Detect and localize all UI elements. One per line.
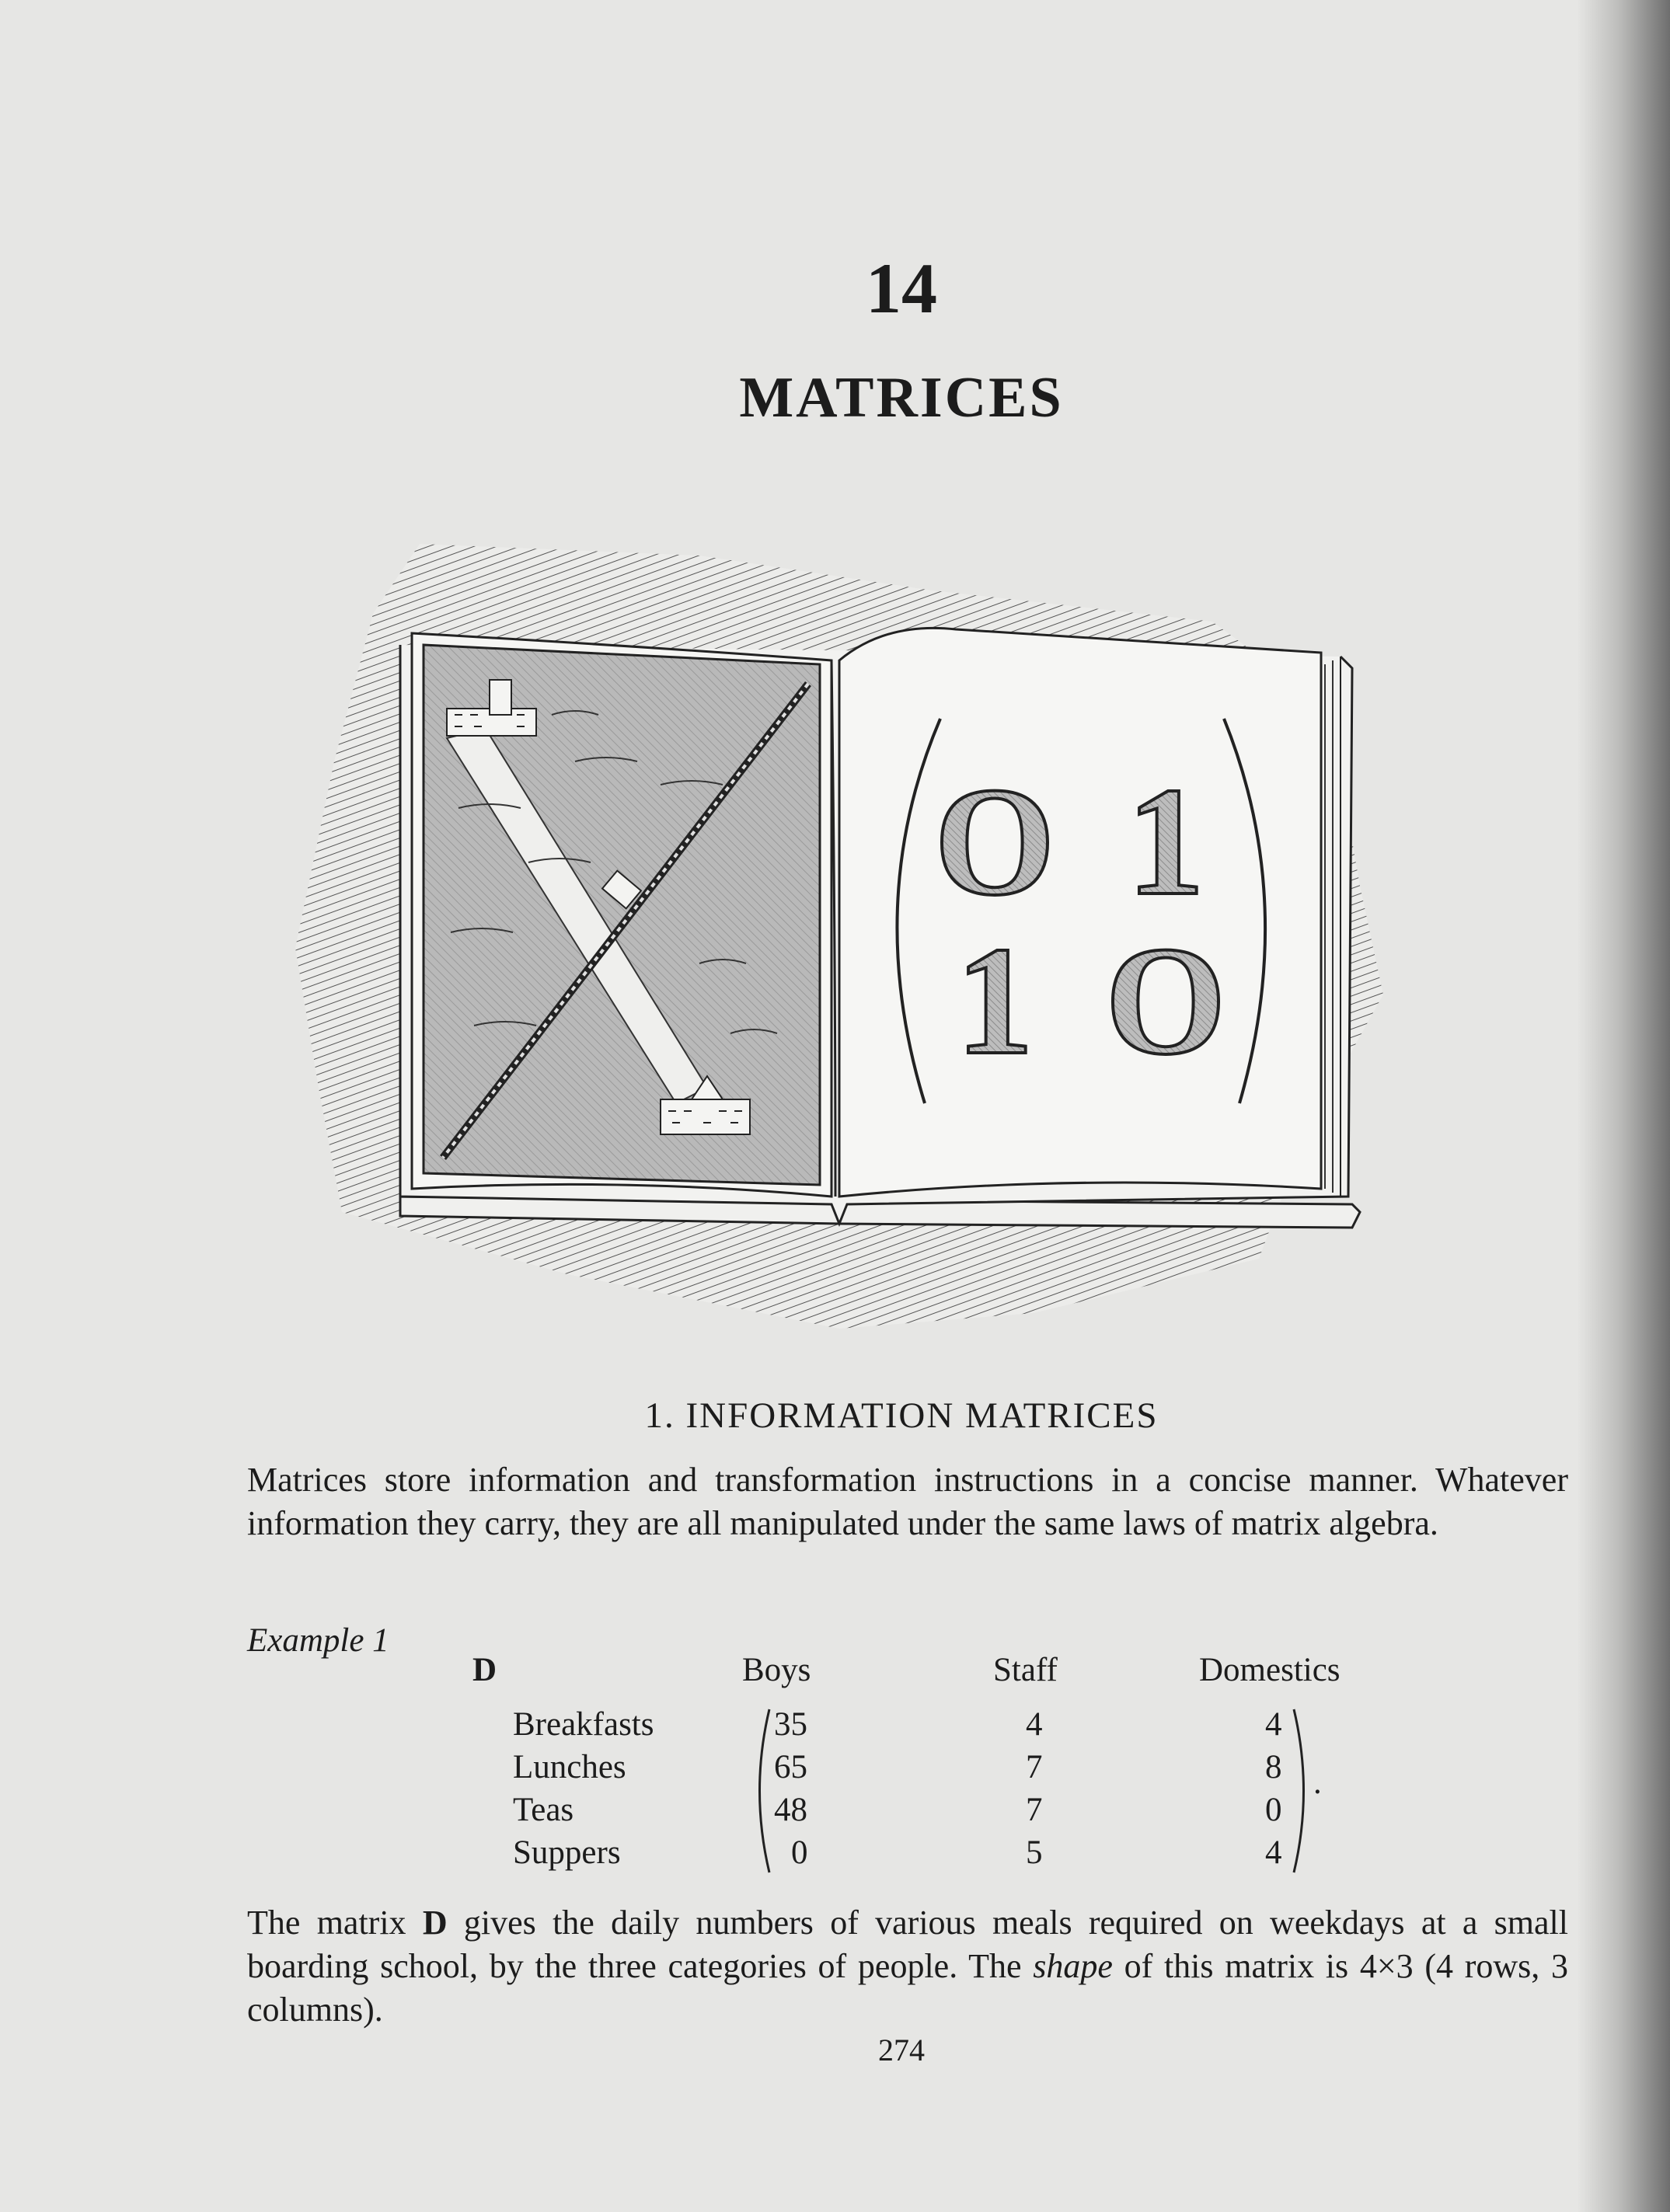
matrix-digit-2: 1: [1127, 756, 1205, 928]
row-label-breakfasts: Breakfasts: [513, 1706, 654, 1743]
cell-lunches-staff: 7: [1026, 1749, 1043, 1785]
column-header-domestics: Domestics: [1199, 1652, 1341, 1688]
matrix-digit-4: O: [1105, 915, 1226, 1087]
page-edge-shadow: [1577, 0, 1670, 2212]
matrix-trailing-period: .: [1313, 1764, 1322, 1801]
column-header-boys: Boys: [742, 1652, 811, 1688]
matrix-digit-1: O: [934, 756, 1055, 928]
description-text-middle: gives the daily numbers of various meals required on weekdays at a small boarding school, by the three categories of people. The: [247, 1904, 1568, 1985]
landscape-picture: [424, 645, 820, 1185]
description-italic-word: shape: [1033, 1947, 1113, 1985]
description-text-start: The matrix: [247, 1904, 423, 1942]
cell-teas-staff: 7: [1026, 1792, 1043, 1828]
section-heading: 1. INFORMATION MATRICES: [644, 1395, 1159, 1436]
chapter-number: 14: [866, 249, 937, 328]
row-label-teas: Teas: [513, 1792, 574, 1828]
page-number: 274: [878, 2033, 925, 2067]
column-header-staff: Staff: [993, 1652, 1058, 1688]
chapter-title: MATRICES: [739, 366, 1064, 430]
cell-breakfasts-staff: 4: [1026, 1706, 1043, 1743]
cell-teas-boys: 48: [774, 1792, 807, 1828]
cell-teas-domestics: 0: [1265, 1792, 1282, 1828]
cell-lunches-domestics: 8: [1265, 1749, 1282, 1785]
cell-suppers-staff: 5: [1026, 1834, 1043, 1871]
matrix-right-bracket-icon: [1286, 1702, 1317, 1880]
description-matrix-name: D: [422, 1904, 448, 1942]
matrix-left-bracket-icon: [746, 1702, 777, 1880]
description-text-end: of this matrix is 4×3 (4 rows, 3 columns).: [247, 1947, 1568, 2029]
example-label: Example 1: [247, 1622, 389, 1659]
matrix-name: D: [472, 1652, 497, 1688]
cell-breakfasts-domestics: 4: [1265, 1706, 1282, 1743]
open-book-illustration: [295, 528, 1383, 1352]
row-label-lunches: Lunches: [513, 1749, 626, 1785]
row-label-suppers: Suppers: [513, 1834, 621, 1871]
cell-lunches-boys: 65: [774, 1749, 807, 1785]
description-paragraph: [247, 1901, 1568, 2032]
matrix-digit-3: 1: [956, 915, 1034, 1087]
cell-breakfasts-boys: 35: [774, 1706, 807, 1743]
book: [400, 628, 1360, 1228]
intro-paragraph: Matrices store information and transformation instructions in a concise manner. Whatever information they carry, they are all manipulated under the same laws of matrix algebra.: [247, 1461, 1568, 1542]
cell-suppers-domestics: 4: [1265, 1834, 1282, 1871]
cell-suppers-boys: 0: [791, 1834, 808, 1871]
